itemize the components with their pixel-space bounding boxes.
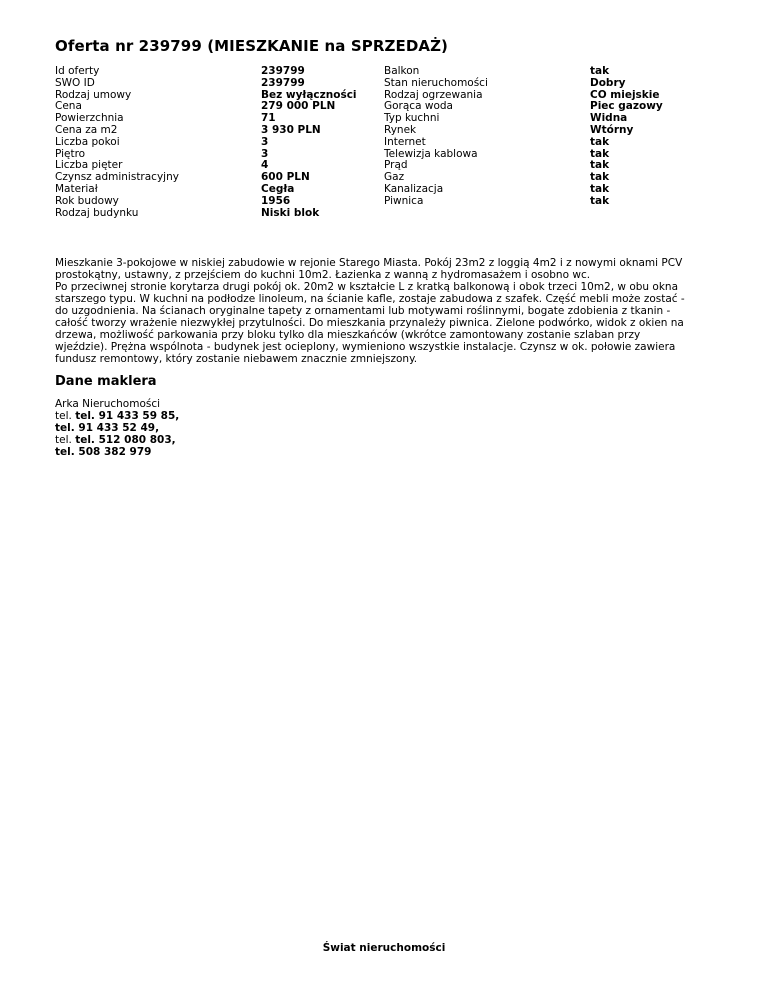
detail-value: 3 (261, 135, 269, 148)
agent-phone-line (55, 434, 179, 446)
details-left-labels (55, 66, 179, 219)
detail-value: tak (590, 159, 610, 172)
detail-label: Materiał (55, 182, 98, 195)
detail-label: Rodzaj budynku (55, 206, 139, 219)
detail-value: tak (590, 65, 610, 77)
detail-label: Rok budowy (55, 194, 119, 207)
offer-title: Oferta nr 239799 (MIESZKANIE na SPRZEDAŻ) (55, 37, 449, 55)
detail-value: Wtórny (590, 123, 634, 136)
agent-company: Arka Nieruchomości (55, 398, 161, 410)
footer-brand: Świat nieruchomości (322, 942, 446, 954)
agent-heading: Dane maklera (55, 374, 157, 389)
detail-label: Typ kuchni (384, 112, 440, 125)
detail-value: tak (590, 182, 610, 195)
detail-value: Widna (590, 112, 628, 125)
agent-phone: tel. 508 382 979 (55, 446, 152, 458)
detail-value: 4 (261, 159, 269, 172)
agent-phone: tel. 512 080 803, (75, 434, 176, 446)
description-paragraph: Po przeciwnej stronie korytarza drugi pokój ok. 20m2 w kształcie L z kratką balkonową i obok trzeci 10m2, w obu okna starszego typu. W kuchni na podłodze linoleum, na ścianie kafle, zostaje zabudowa z szafek. Część mebli może zostać - do uzgodnienia. Na ścianach oryginalne tapety z ornamentami lub motywami roślinnymi, bogate zdobienia z tkanin - całość tworzy wrażenie niezwykłej przytulności. Do mieszkania przynależy piwnica. Zielone podwórko, widok z okien na drzewa, możliwość parkowania przy bloku tylko dla mieszkańców (wkrótce zamontowany zostanie szlaban przy wjeździe). Prężna wspólnota - budynek jest ocieplony, wymieniono wszystkie instalacje. Czynsz w ok. połowie zawiera fundusz remontowy, który zostanie niebawem znacznie zmniejszony. (55, 281, 685, 365)
detail-label: Kanalizacja (384, 182, 444, 195)
description-paragraph: Mieszkanie 3-pokojowe w niskiej zabudowie w rejonie Starego Miasta. Pokój 23m2 z loggią 4m2 i z nowymi oknami PCV prostokątny, ustawny, z przejściem do kuchni 10m2. Łazienka z wanną z hydromasażem i osobno wc. (55, 257, 683, 281)
phone-prefix: tel. (55, 410, 72, 422)
detail-value: 279 000 PLN (261, 100, 336, 113)
detail-label: Prąd (384, 159, 408, 172)
detail-label: Piwnica (384, 194, 424, 207)
details-right-values (590, 66, 663, 208)
detail-value: 239799 (261, 76, 305, 89)
detail-value: Cegła (261, 182, 295, 195)
detail-value: 239799 (261, 65, 305, 77)
detail-value: Niski blok (261, 206, 320, 219)
detail-value: 3 930 PLN (261, 123, 321, 136)
agent-phone: tel. 91 433 59 85, (75, 410, 180, 422)
detail-label: Powierzchnia (55, 112, 124, 125)
detail-label: SWO ID (55, 76, 95, 89)
detail-label: Gaz (384, 171, 405, 184)
detail-label: Gorąca woda (384, 100, 453, 113)
detail-value: Bez wyłączności (261, 88, 357, 101)
detail-label: Czynsz administracyjny (55, 171, 179, 184)
detail-label: Cena za m2 (55, 123, 118, 136)
offer-description (55, 257, 695, 365)
detail-value: tak (590, 171, 610, 184)
detail-value: Piec gazowy (590, 100, 663, 113)
detail-value: tak (590, 194, 610, 207)
detail-value: 3 (261, 147, 269, 160)
detail-label: Id oferty (55, 65, 100, 77)
agent-phone: tel. 91 433 52 49, (55, 422, 160, 434)
detail-label: Liczba pokoi (55, 135, 120, 148)
detail-value: tak (590, 135, 610, 148)
detail-value: 71 (261, 112, 276, 125)
detail-value: tak (590, 147, 610, 160)
details-right-labels (384, 66, 488, 208)
detail-label: Liczba pięter (55, 159, 123, 172)
detail-value: 600 PLN (261, 171, 310, 184)
detail-label: Stan nieruchomości (384, 76, 488, 89)
agent-details (55, 398, 179, 458)
agent-phone-line (55, 410, 179, 422)
detail-value: CO miejskie (590, 88, 660, 101)
detail-label: Cena (55, 100, 82, 113)
detail-label: Telewizja kablowa (384, 147, 478, 160)
detail-label: Internet (384, 135, 426, 148)
detail-label: Rodzaj umowy (55, 88, 132, 101)
detail-label: Rodzaj ogrzewania (384, 88, 483, 101)
detail-value: 1956 (261, 194, 291, 207)
detail-value: Dobry (590, 76, 626, 89)
detail-label: Piętro (55, 147, 86, 160)
detail-label: Balkon (384, 65, 420, 77)
phone-prefix: tel. (55, 434, 72, 446)
details-left-values (261, 66, 357, 219)
detail-label: Rynek (384, 123, 417, 136)
